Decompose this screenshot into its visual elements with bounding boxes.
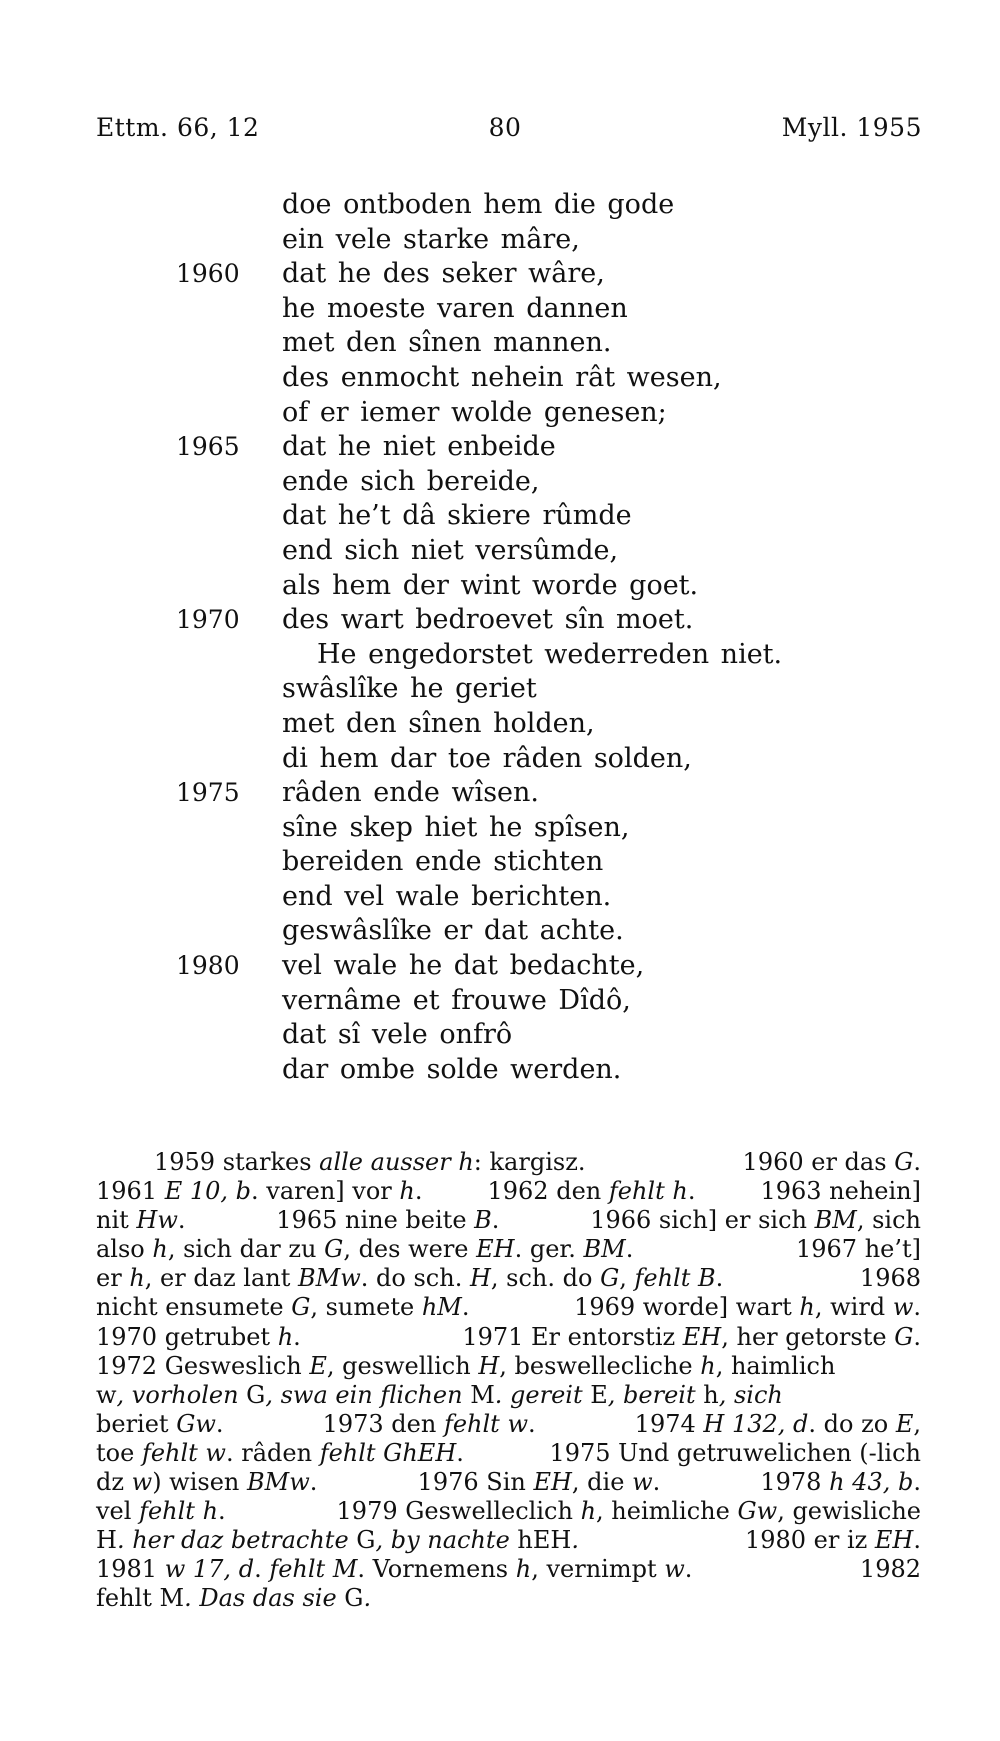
verse-text: vel wale he dat bedachte,: [282, 950, 645, 982]
verse-line: [0, 949, 1000, 984]
verse-text: swâslîke he geriet: [282, 673, 537, 705]
verse-line: [0, 257, 1000, 292]
apparatus-entry: 1980 er iz EH.: [744, 1526, 921, 1555]
running-head-left: Ettm. 66, 12: [96, 113, 260, 142]
apparatus-entry: 1963 nehein]: [760, 1177, 921, 1206]
verse-text: dat he’t dâ skiere rûmde: [282, 500, 632, 532]
apparatus-entry: also h, sich dar zu G, des were EH. ger. BM.: [96, 1235, 634, 1264]
verse-line: [0, 1018, 1000, 1053]
apparatus-entry: 1966 sich] er sich BM, sich: [590, 1206, 921, 1235]
verse-text: end sich niet versûmde,: [282, 534, 619, 566]
apparatus-entry: 1973 den fehlt w.: [322, 1409, 536, 1438]
apparatus-entry: beriet Gw.: [96, 1409, 224, 1438]
verse-text: râden ende wîsen.: [282, 777, 540, 809]
apparatus-entry: w, vorholen G, swa ein flichen M. gereit E, bereit h, sich: [96, 1380, 783, 1409]
verse-text: bereiden ende stichten: [282, 846, 604, 878]
verse-number: 1960: [176, 259, 240, 289]
apparatus-entry: 1968: [859, 1264, 921, 1293]
apparatus-entry: 1975 Und getruwelichen (-lich: [549, 1438, 921, 1467]
apparatus-entry: dz w) wisen BMw.: [96, 1468, 318, 1497]
apparatus-entry: fehlt M. Das das sie G.: [96, 1584, 372, 1613]
apparatus-line: [96, 1177, 921, 1206]
critical-apparatus: [96, 1148, 921, 1614]
apparatus-line: [96, 1439, 921, 1468]
verse-text: met den sînen mannen.: [282, 327, 612, 359]
verse-line: [0, 361, 1000, 396]
verse-number: 1965: [176, 432, 240, 462]
apparatus-entry: 1959 starkes alle ausser h: kargisz.: [154, 1148, 586, 1176]
apparatus-entry: nicht ensumete G, sumete hM.: [96, 1293, 470, 1322]
apparatus-entry: H. her daz betrachte G, by nachte hEH.: [96, 1526, 579, 1555]
verse-text: doe ontboden hem die gode: [282, 189, 675, 220]
apparatus-entry: 1960 er das G.: [742, 1148, 921, 1176]
apparatus-line: [96, 1264, 921, 1293]
apparatus-entry: 1971 Er entorstiz EH, her getorste G.: [462, 1322, 921, 1351]
verse-text: ende sich bereide,: [282, 465, 540, 497]
apparatus-entry: 1979 Geswelleclich h, heimliche Gw, gewisliche: [336, 1497, 921, 1526]
verse-line: [0, 430, 1000, 465]
verse-text: met den sînen holden,: [282, 707, 595, 739]
verse-text: des enmocht nehein rât wesen,: [282, 361, 722, 393]
verse-line: [0, 707, 1000, 742]
verse-line: [0, 672, 1000, 707]
apparatus-entry: 1967 he’t]: [795, 1235, 921, 1264]
apparatus-entry: er h, er daz lant BMw. do sch. H, sch. do G, fehlt B.: [96, 1264, 724, 1293]
apparatus-entry: 1965 nine beite B.: [276, 1206, 500, 1235]
apparatus-entry: 1976 Sin EH, die w.: [417, 1468, 661, 1497]
verse-line: [0, 742, 1000, 777]
verse-text: dat he des seker wâre,: [282, 258, 605, 290]
verse-text: sîne skep hiet he spîsen,: [282, 811, 630, 843]
verse-text: des wart bedroevet sîn moet.: [282, 604, 694, 636]
verse-text: dat he niet enbeide: [282, 431, 556, 463]
apparatus-entry: 1969 worde] wart h, wird w.: [574, 1293, 921, 1322]
verse-line: [0, 1053, 1000, 1088]
apparatus-line: [96, 1381, 921, 1410]
verse-text: di hem dar toe râden solden,: [282, 742, 692, 774]
apparatus-line: [96, 1584, 921, 1613]
verse-text: ein vele starke mâre,: [282, 223, 580, 255]
running-head-right: Myll. 1955: [781, 113, 922, 142]
apparatus-line: [96, 1235, 921, 1264]
verse-line: [0, 223, 1000, 258]
apparatus-line: [96, 1293, 921, 1322]
apparatus-line: [96, 1468, 921, 1497]
apparatus-entry: nit Hw.: [96, 1206, 186, 1235]
poem-text: [0, 188, 1000, 1087]
apparatus-entry: 1970 getrubet h.: [96, 1322, 301, 1351]
apparatus-line: [96, 1555, 921, 1584]
verse-text: vernâme et frouwe Dîdô,: [282, 984, 631, 1016]
verse-text: of er iemer wolde genesen;: [282, 396, 667, 428]
apparatus-entry: 1974 H 132, d. do zo E,: [634, 1409, 921, 1438]
apparatus-entry: 1981 w 17, d. fehlt M. Vornemens h, vernimpt w.: [96, 1555, 693, 1584]
apparatus-entry: vel fehlt h.: [96, 1497, 226, 1526]
apparatus-line: [96, 1352, 921, 1381]
verse-line: [0, 499, 1000, 534]
verse-line: [0, 603, 1000, 638]
verse-line: [0, 292, 1000, 327]
page-number: 80: [488, 113, 522, 142]
verse-line: [0, 534, 1000, 569]
apparatus-line: [96, 1410, 921, 1439]
verse-line: [0, 326, 1000, 361]
verse-line: [0, 880, 1000, 915]
apparatus-line: [96, 1323, 921, 1352]
verse-line: [0, 914, 1000, 949]
apparatus-entry: 1982: [859, 1555, 921, 1584]
verse-text: dar ombe solde werden.: [282, 1053, 622, 1085]
apparatus-entry: toe fehlt w. râden fehlt GhEH.: [96, 1438, 464, 1467]
verse-line: [0, 188, 1000, 223]
apparatus-entry: 1962 den fehlt h.: [487, 1177, 696, 1206]
verse-text: geswâslîke er dat achte.: [282, 915, 624, 947]
apparatus-entry: 1972 Gesweslich E, geswellich H, beswellecliche h, haimlich: [96, 1351, 836, 1380]
verse-line: [0, 569, 1000, 604]
verse-text: end vel wale berichten.: [282, 880, 612, 912]
verse-line: [0, 396, 1000, 431]
verse-text: dat sî vele onfrô: [282, 1019, 513, 1051]
apparatus-line: [96, 1206, 921, 1235]
apparatus-entry: 1961 E 10, b. varen] vor h.: [96, 1177, 423, 1206]
apparatus-line: [96, 1497, 921, 1526]
verse-number: 1980: [176, 951, 240, 981]
verse-line: [0, 638, 1000, 673]
verse-line: [0, 984, 1000, 1019]
verse-line: [0, 465, 1000, 500]
verse-text: als hem der wint worde goet.: [282, 569, 699, 601]
verse-number: 1970: [176, 605, 240, 635]
verse-line: [0, 845, 1000, 880]
verse-text: He engedorstet wederreden niet.: [317, 638, 783, 670]
apparatus-entry: 1978 h 43, b.: [760, 1468, 921, 1497]
verse-text: he moeste varen dannen: [282, 292, 628, 324]
verse-line: [0, 811, 1000, 846]
verse-line: [0, 776, 1000, 811]
apparatus-line: [96, 1148, 921, 1177]
verse-number: 1975: [176, 778, 240, 808]
apparatus-line: [96, 1526, 921, 1555]
